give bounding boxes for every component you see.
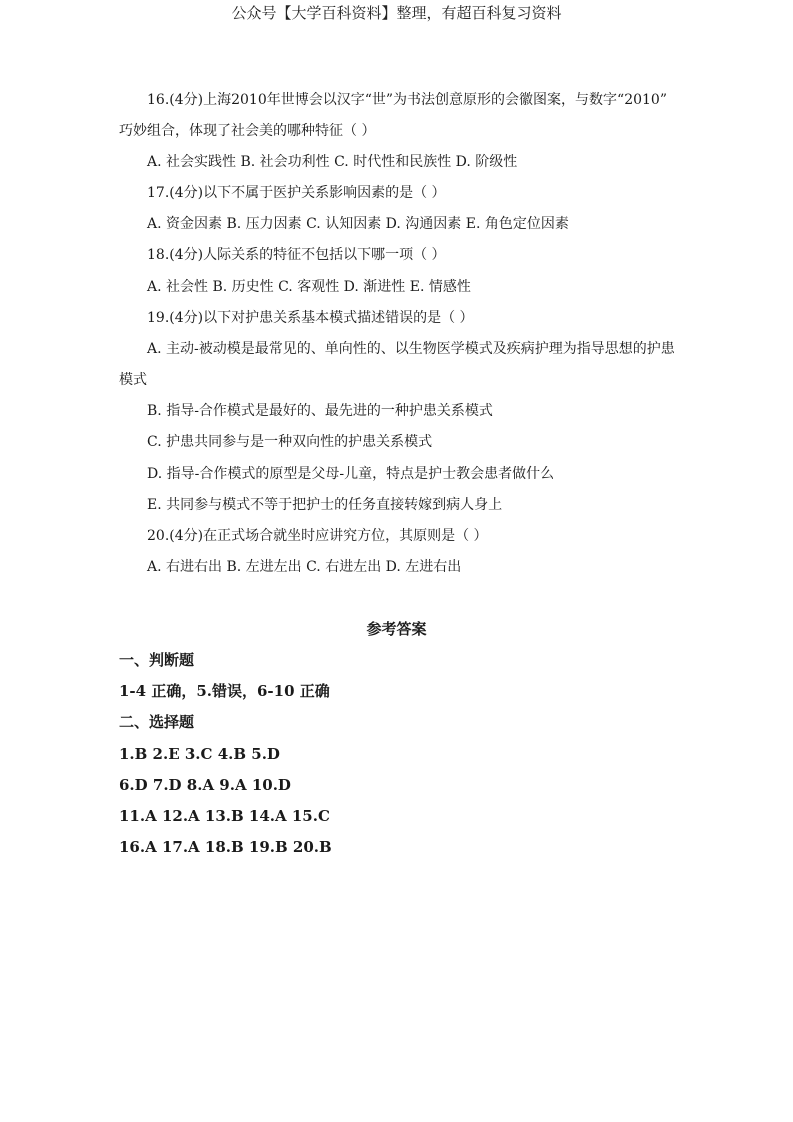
section-1-answers: 1-4 正确，5.错误，6-10 正确 [119,682,330,700]
question-19-option-a-continued: 模式 [119,372,147,388]
question-18-stem: 18.(4分)人际关系的特征不包括以下哪一项（ ） [147,247,446,263]
section-2-heading: 二、选择题 [119,713,195,731]
question-16-stem-continued: 巧妙组合，体现了社会美的哪种特征（ ） [119,123,376,139]
question-19-option-a: A. 主动-被动模是最常见的、单向性的、以生物医学模式及疾病护理为指导思想的护患 [147,341,675,357]
question-17-stem: 17.(4分)以下不属于医护关系影响因素的是（ ） [147,185,446,201]
answer-row: 11.A 12.A 13.B 14.A 15.C [119,807,330,825]
question-20-options: A. 右进右出 B. 左进左出 C. 右进左出 D. 左进右出 [147,559,462,575]
answer-row: 6.D 7.D 8.A 9.A 10.D [119,776,291,794]
question-19-option-e: E. 共同参与模式不等于把护士的任务直接转嫁到病人身上 [147,497,503,513]
section-1-heading: 一、判断题 [119,651,195,669]
question-19-option-d: D. 指导-合作模式的原型是父母-儿童，特点是护士教会患者做什么 [147,466,555,482]
question-16-stem: 16.(4分)上海2010年世博会以汉字“世”为书法创意原形的会徽图案，与数字“2010” [147,92,667,108]
answer-row: 1.B 2.E 3.C 4.B 5.D [119,745,280,763]
answers-title: 参考答案 [366,620,427,638]
question-17-options: A. 资金因素 B. 压力因素 C. 认知因素 D. 沟通因素 E. 角色定位因素 [147,216,569,232]
question-19-option-c: C. 护患共同参与是一种双向性的护患关系模式 [147,434,433,450]
question-19-stem: 19.(4分)以下对护患关系基本模式描述错误的是（ ） [147,310,474,326]
question-20-stem: 20.(4分)在正式场合就坐时应讲究方位，其原则是（ ） [147,528,488,544]
answer-row: 16.A 17.A 18.B 19.B 20.B [119,838,332,856]
page-header: 公众号【大学百科资料】整理，有超百科复习资料 [231,4,562,22]
question-19-option-b: B. 指导-合作模式是最好的、最先进的一种护患关系模式 [147,403,493,419]
question-16-options: A. 社会实践性 B. 社会功利性 C. 时代性和民族性 D. 阶级性 [147,154,518,170]
question-18-options: A. 社会性 B. 历史性 C. 客观性 D. 渐进性 E. 情感性 [147,279,471,295]
